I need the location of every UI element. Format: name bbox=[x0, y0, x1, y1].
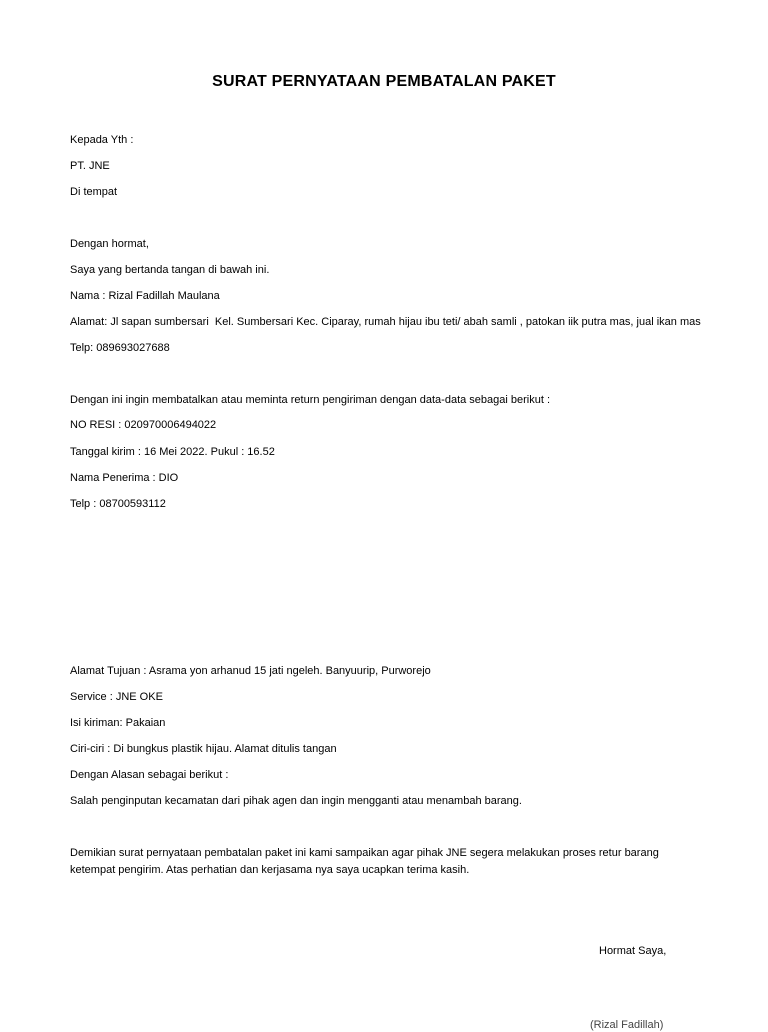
shipment-date: Tanggal kirim : 16 Mei 2022. Pukul : 16.52 bbox=[70, 446, 275, 458]
request-intro: Dengan ini ingin membatalkan atau meminta return pengiriman dengan data-data sebagai berikut : bbox=[70, 394, 551, 406]
recipient-kepada: Kepada Yth : bbox=[70, 134, 134, 146]
sender-address: Alamat: Jl sapan sumbersari Kel. Sumbersari Kec. Ciparay, rumah hijau ibu teti/ abah samli , patokan iik putra mas, jual ikan mas bbox=[70, 316, 701, 328]
shipment-recipient: Nama Penerima : DIO bbox=[70, 472, 179, 484]
closing-paragraph: Demikian surat pernyataan pembatalan paket ini kami sampaikan agar pihak JNE segera melakukan proses retur barang ketempat pengirim. Atas perhatian dan kerjasama nya saya ucapkan terima kasih. bbox=[70, 847, 659, 876]
intro-line: Saya yang bertanda tangan di bawah ini. bbox=[70, 264, 270, 276]
shipment-recipient-phone: Telp : 08700593112 bbox=[70, 498, 166, 510]
shipment-contents: Isi kiriman: Pakaian bbox=[70, 717, 166, 729]
recipient-company: PT. JNE bbox=[70, 160, 110, 172]
reason-text: Salah penginputan kecamatan dari pihak agen dan ingin mengganti atau menambah barang. bbox=[70, 795, 522, 807]
shipment-resi: NO RESI : 020970006494022 bbox=[70, 419, 217, 431]
recipient-place: Di tempat bbox=[70, 186, 118, 198]
regards-line: Hormat Saya, bbox=[599, 945, 667, 957]
sender-name: Nama : Rizal Fadillah Maulana bbox=[70, 290, 220, 302]
greeting: Dengan hormat, bbox=[70, 238, 149, 250]
reason-label: Dengan Alasan sebagai berikut : bbox=[70, 769, 229, 781]
sender-phone: Telp: 089693027688 bbox=[70, 342, 170, 354]
shipment-service: Service : JNE OKE bbox=[70, 691, 163, 703]
letter-title: SURAT PERNYATAAN PEMBATALAN PAKET bbox=[212, 73, 556, 90]
signatory-name: (Rizal Fadillah) bbox=[590, 1019, 664, 1031]
shipment-destination: Alamat Tujuan : Asrama yon arhanud 15 jati ngeleh. Banyuurip, Purworejo bbox=[70, 665, 431, 677]
shipment-characteristics: Ciri-ciri : Di bungkus plastik hijau. Alamat ditulis tangan bbox=[70, 743, 337, 755]
